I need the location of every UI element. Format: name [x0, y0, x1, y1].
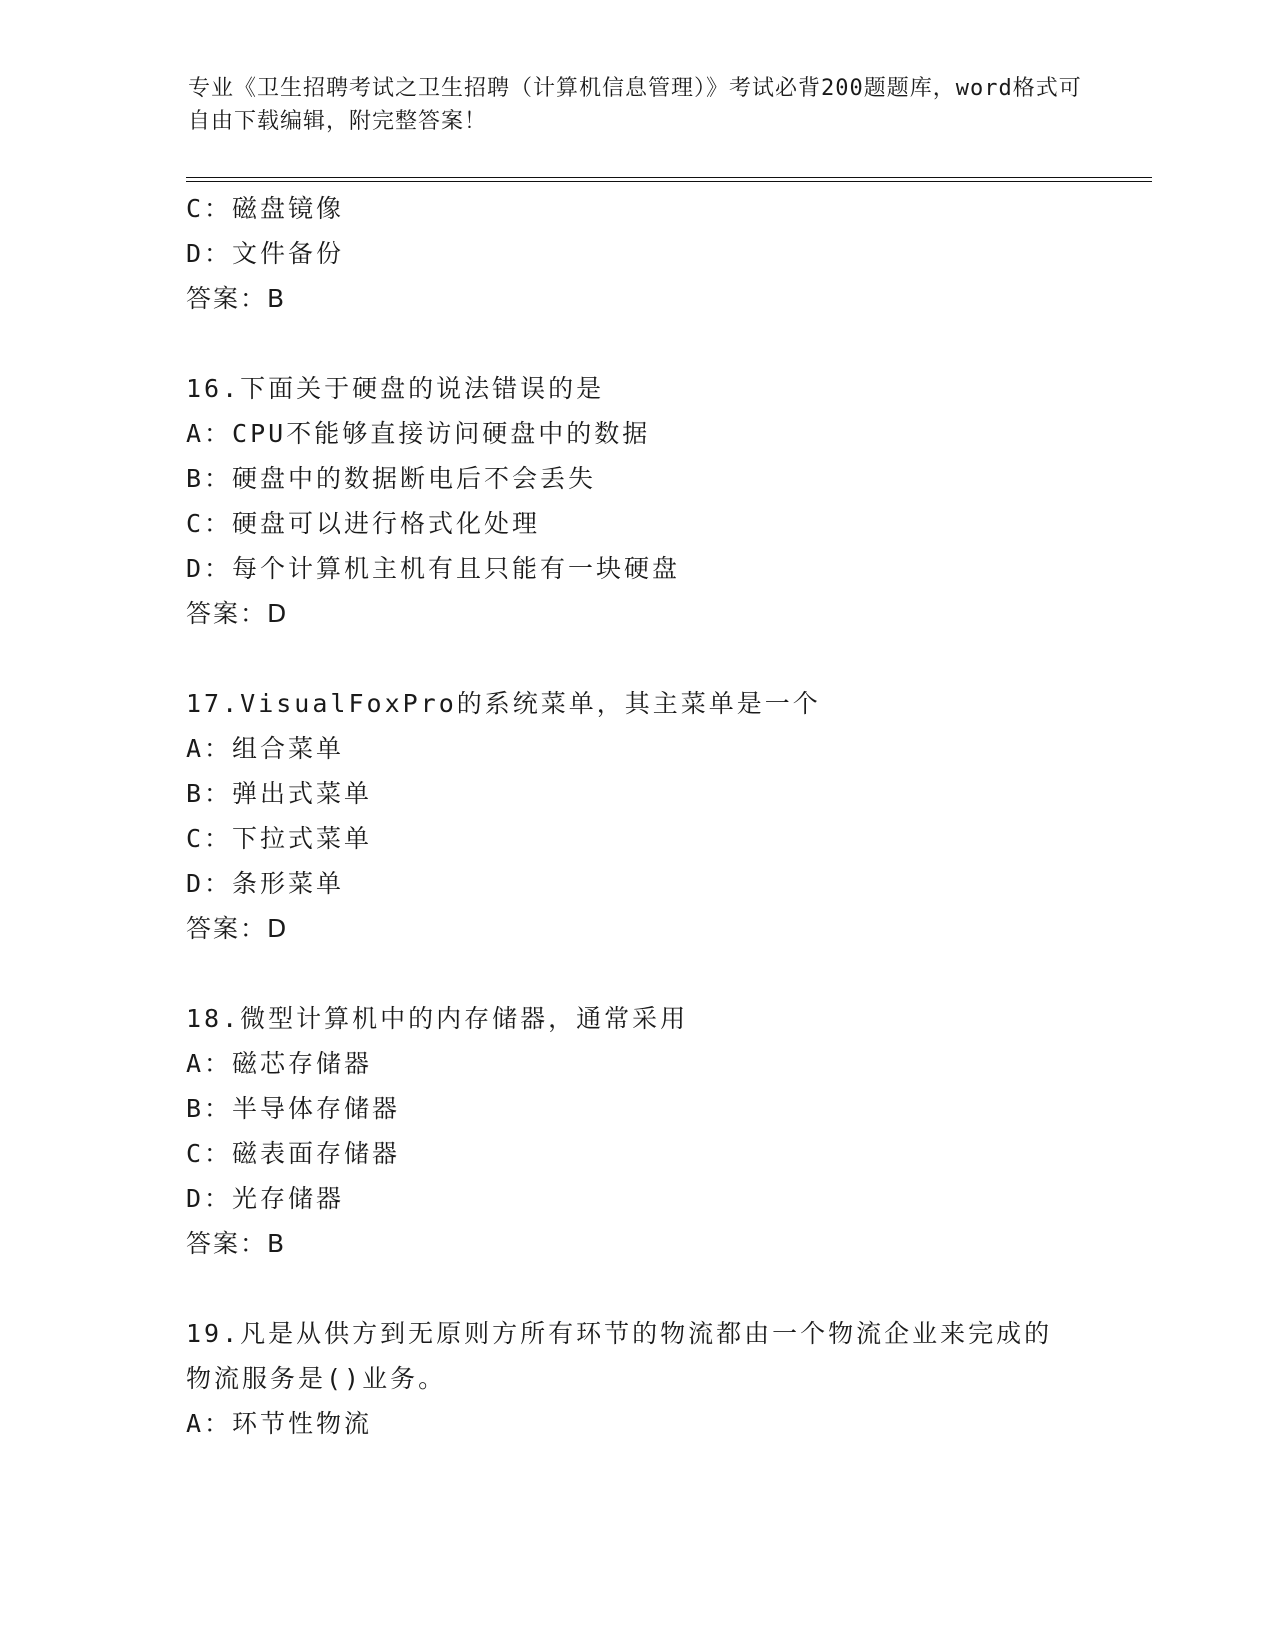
answer-line: 答案：D [186, 914, 289, 943]
option-line: C：磁盘镜像 [186, 194, 345, 223]
answer-line: 答案：B [186, 284, 287, 313]
answer-line: 答案：D [186, 599, 289, 628]
answer-line: 答案：B [186, 1229, 287, 1258]
option-line: B：半导体存储器 [186, 1094, 401, 1123]
option-line: A：组合菜单 [186, 734, 345, 763]
header-divider [186, 177, 1152, 182]
option-line: D：光存储器 [186, 1184, 345, 1213]
question-line-continued: 物流服务是()业务。 [186, 1364, 447, 1393]
option-line: A：磁芯存储器 [186, 1049, 373, 1078]
question-line: 16.下面关于硬盘的说法错误的是 [186, 374, 605, 403]
option-line: A：CPU不能够直接访问硬盘中的数据 [186, 419, 651, 448]
option-line: B：弹出式菜单 [186, 779, 373, 808]
option-line: B：硬盘中的数据断电后不会丢失 [186, 464, 597, 493]
question-line: 18.微型计算机中的内存储器，通常采用 [186, 1004, 689, 1033]
option-line: D：文件备份 [186, 239, 345, 268]
document-header: 专业《卫生招聘考试之卫生招聘（计算机信息管理）》考试必背200题题库，word格式可自由下载编辑，附完整答案！ [188, 76, 1082, 134]
option-line: C：下拉式菜单 [186, 824, 373, 853]
option-line: C：磁表面存储器 [186, 1139, 401, 1168]
option-line: A：环节性物流 [186, 1409, 373, 1438]
option-line: C：硬盘可以进行格式化处理 [186, 509, 541, 538]
question-line: 17.VisualFoxPro的系统菜单，其主菜单是一个 [186, 689, 821, 718]
option-line: D：条形菜单 [186, 869, 345, 898]
option-line: D：每个计算机主机有且只能有一块硬盘 [186, 554, 681, 583]
question-line: 19.凡是从供方到无原则方所有环节的物流都由一个物流企业来完成的 [186, 1319, 1053, 1348]
